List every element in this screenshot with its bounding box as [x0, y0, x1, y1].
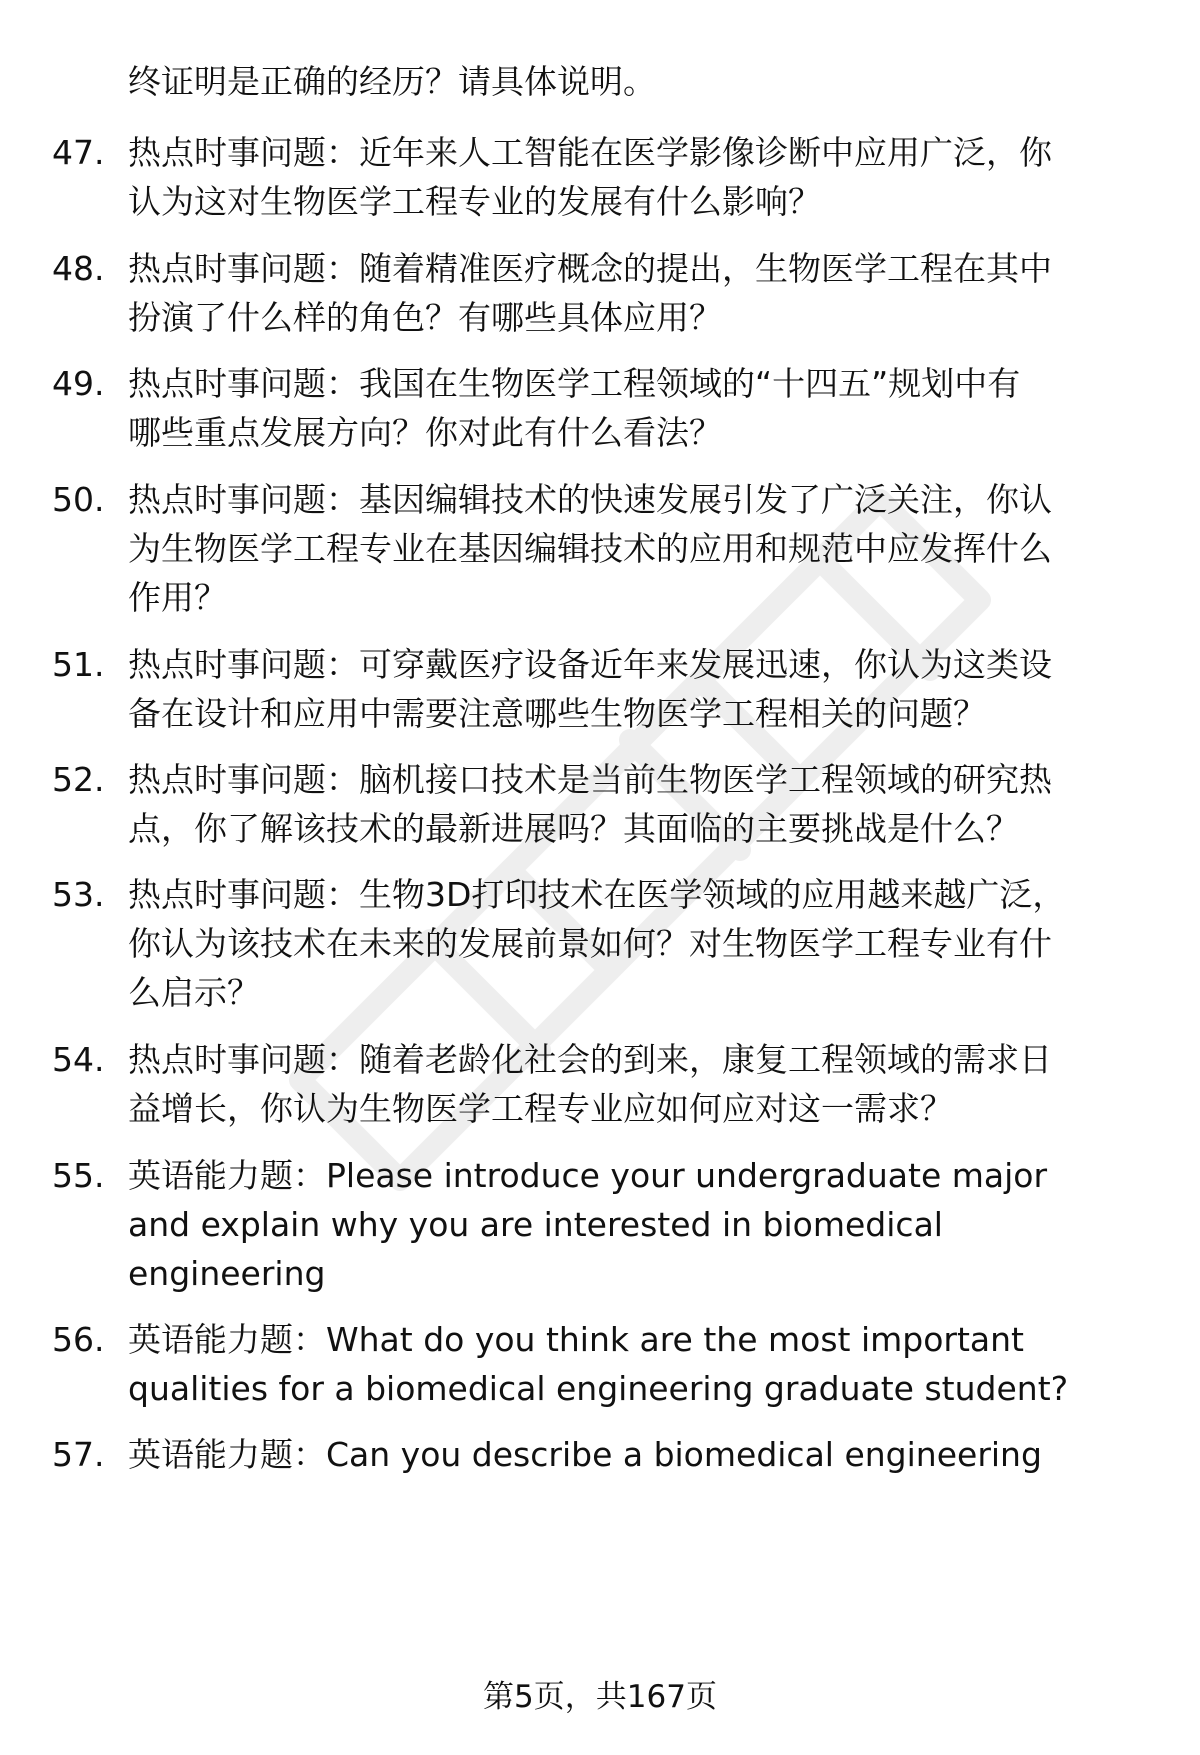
- question-text: [128, 128, 1138, 226]
- question-line: 热点时事问题：随着老龄化社会的到来，康复工程领域的需求日: [128, 1040, 1052, 1079]
- question-text: [128, 359, 1138, 457]
- question-text: [128, 640, 1138, 738]
- question-line: 热点时事问题：随着精准医疗概念的提出，生物医学工程在其中: [128, 249, 1052, 288]
- question-number: 47.: [52, 133, 105, 172]
- question-line: 热点时事问题：可穿戴医疗设备近年来发展迅速，你认为这类设: [128, 645, 1052, 684]
- continued-question-text: 终证明是正确的经历？请具体说明。: [128, 62, 656, 101]
- question-number: 57.: [52, 1435, 105, 1474]
- question-line: 哪些重点发展方向？你对此有什么看法？: [128, 413, 722, 452]
- question-line: 热点时事问题：我国在生物医学工程领域的“十四五”规划中有: [128, 364, 1021, 403]
- question-text: [128, 1035, 1138, 1133]
- question-text: [128, 1430, 1138, 1479]
- question-line: 热点时事问题：脑机接口技术是当前生物医学工程领域的研究热: [128, 760, 1052, 799]
- question-text: [128, 1151, 1138, 1298]
- question-text: [128, 870, 1138, 1017]
- question-line: qualities for a biomedical engineering graduate student?: [128, 1369, 1069, 1408]
- question-line: 认为这对生物医学工程专业的发展有什么影响？: [128, 182, 821, 221]
- question-line: 热点时事问题：生物3D打印技术在医学领域的应用越来越广泛，: [128, 875, 1066, 914]
- question-line: 英语能力题：Can you describe a biomedical engineering: [128, 1435, 1042, 1474]
- question-line: 作用？: [128, 578, 227, 617]
- question-line: 点，你了解该技术的最新进展吗？其面临的主要挑战是什么？: [128, 809, 1019, 848]
- question-line: and explain why you are interested in biomedical: [128, 1205, 943, 1244]
- question-number: 54.: [52, 1040, 105, 1079]
- question-text: [128, 755, 1138, 853]
- question-text: [128, 1315, 1138, 1413]
- question-number: 49.: [52, 364, 105, 403]
- question-number: 53.: [52, 875, 105, 914]
- question-number: 56.: [52, 1320, 105, 1359]
- question-number: 55.: [52, 1156, 105, 1195]
- question-line: 为生物医学工程专业在基因编辑技术的应用和规范中应发挥什么: [128, 529, 1052, 568]
- question-number: 48.: [52, 249, 105, 288]
- question-line: 英语能力题：What do you think are the most important: [128, 1320, 1024, 1359]
- question-number: 51.: [52, 645, 105, 684]
- question-line: 么启示？: [128, 973, 260, 1012]
- question-line: 备在设计和应用中需要注意哪些生物医学工程相关的问题？: [128, 694, 986, 733]
- question-line: 热点时事问题：近年来人工智能在医学影像诊断中应用广泛，你: [128, 133, 1052, 172]
- question-line: 你认为该技术在未来的发展前景如何？对生物医学工程专业有什: [128, 924, 1052, 963]
- question-number: 52.: [52, 760, 105, 799]
- question-line: 英语能力题：Please introduce your undergraduate major: [128, 1156, 1048, 1195]
- question-line: 益增长，你认为生物医学工程专业应如何应对这一需求？: [128, 1089, 953, 1128]
- page-footer: 第5页，共167页: [483, 1679, 717, 1715]
- question-text: [128, 475, 1138, 622]
- question-line: 扮演了什么样的角色？有哪些具体应用？: [128, 298, 722, 337]
- question-line: engineering: [128, 1254, 326, 1293]
- question-number: 50.: [52, 480, 105, 519]
- question-text: [128, 244, 1138, 342]
- question-line: 热点时事问题：基因编辑技术的快速发展引发了广泛关注，你认: [128, 480, 1052, 519]
